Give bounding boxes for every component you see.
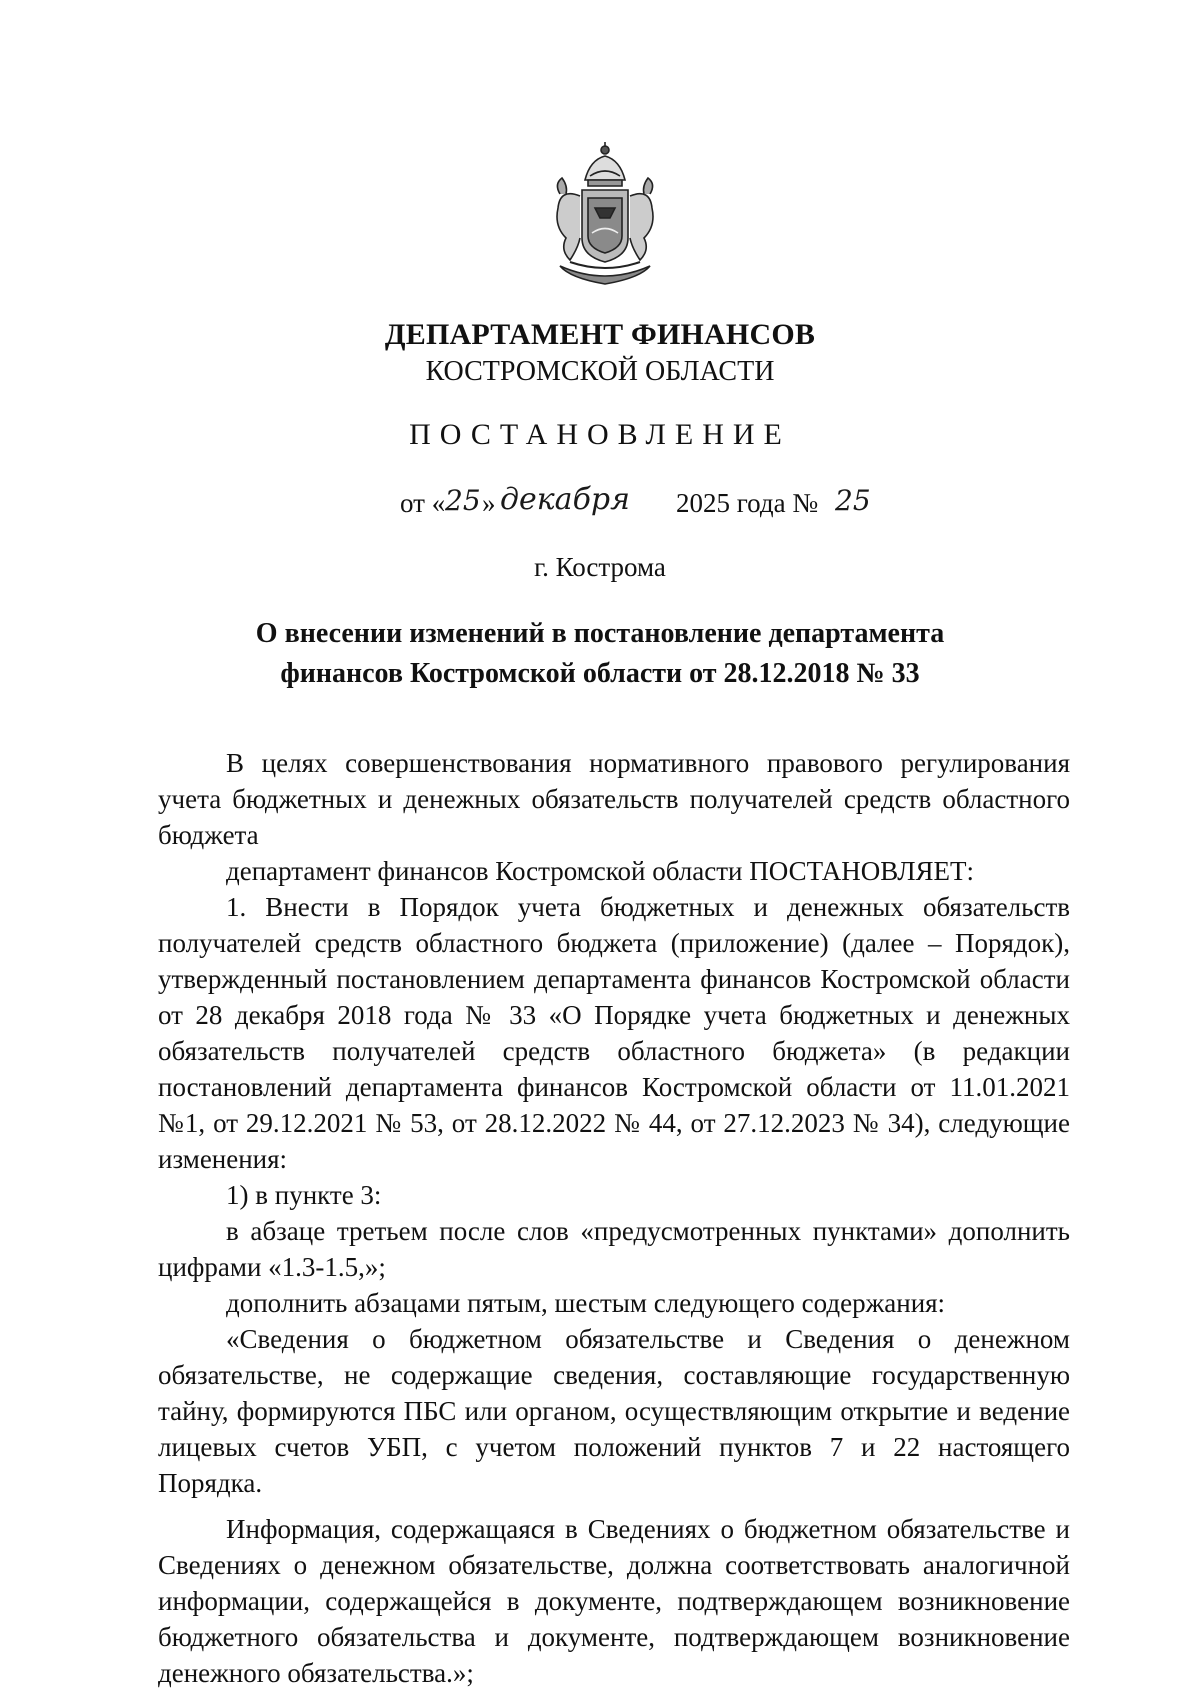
date-day-handwritten: 25 (445, 484, 481, 517)
document-number-handwritten: 25 (835, 484, 871, 517)
paragraph-resolves: департамент финансов Костромской области ПОСТАНОВЛЯЕТ: (226, 856, 975, 886)
document-title (200, 614, 1000, 694)
paragraph-subitem-1: 1) в пункте 3: (226, 1180, 382, 1210)
date-line (0, 480, 1200, 524)
title-line1: О внесении изменений в постановление департамента (255, 618, 945, 649)
department-name-line1: ДЕПАРТАМЕНТ ФИНАНСОВ (384, 318, 816, 351)
paragraph-amendment-2: дополнить абзацами пятым, шестым следующего содержания: (226, 1288, 946, 1318)
date-month-handwritten: декабря (500, 482, 630, 517)
document-type: ПОСТАНОВЛЕНИЕ (409, 418, 791, 451)
date-prefix: от « (400, 488, 446, 518)
paragraph-preamble: В целях совершенствования нормативного правового регулирования учета бюджетных и денежных обязательств получателей средств областного бюджета (158, 748, 1070, 850)
date-year-text: 2025 года № (676, 488, 819, 518)
paragraph-amendment-1: в абзаце третьем после слов «предусмотренных пунктами» дополнить цифрами «1.3-1.5,»; (158, 1216, 1070, 1282)
coat-of-arms-emblem (530, 138, 680, 290)
date-quote-close: » (482, 488, 496, 518)
title-line2: финансов Костромской области от 28.12.2018 № 33 (280, 658, 920, 689)
department-name-line2: КОСТРОМСКОЙ ОБЛАСТИ (425, 356, 775, 387)
document-body (158, 745, 1070, 1691)
paragraph-quoted-2: Информация, содержащаяся в Сведениях о бюджетном обязательстве и Сведениях о денежном обязательстве, должна соответствовать аналогичной информации, содержащейся в документе, подтверждающем возникновение бюджетного обязательства и документе, подтверждающем возникновение денежного обязательства.»; (158, 1514, 1070, 1688)
paragraph-quoted-1: «Сведения о бюджетном обязательстве и Сведения о денежном обязательстве, не содержащие сведения, составляющие государственную тайну, формируются ПБС или органом, осуществляющим открытие и ведение лицевых счетов УБП, с учетом положений пунктов 7 и 22 настоящего Порядка. (158, 1324, 1070, 1498)
paragraph-item-1: 1. Внести в Порядок учета бюджетных и денежных обязательств получателей средств областного бюджета (приложение) (далее – Порядок), утвержденный постановлением департамента финансов Костромской области от 28 декабря 2018 года № 33 «О Порядке учета бюджетных и денежных обязательств получателей средств областного бюджета» (в редакции постановлений департамента финансов Костромской области от 11.01.2021 №1, от 29.12.2021 № 53, от 28.12.2022 № 44, от 27.12.2023 № 34), следующие изменения: (158, 892, 1070, 1174)
city: г. Кострома (534, 552, 666, 582)
